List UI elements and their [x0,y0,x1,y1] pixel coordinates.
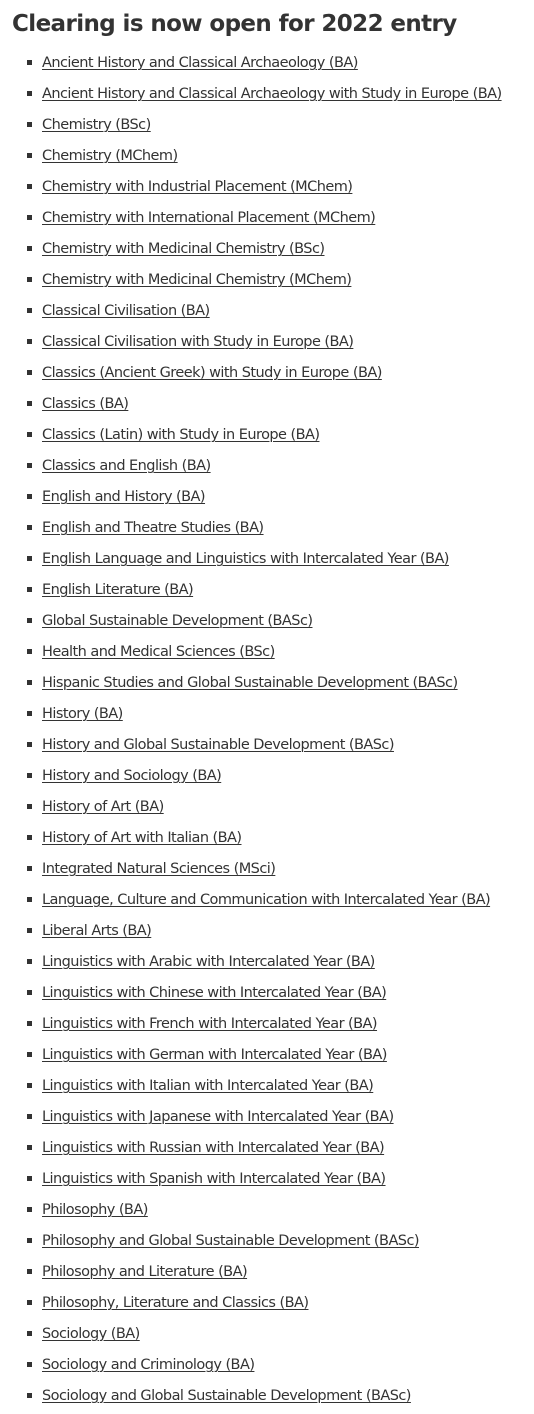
page-title: Clearing is now open for 2022 entry [12,11,457,37]
course-link[interactable]: Philosophy and Global Sustainable Development (BASc) [42,1233,419,1249]
list-item [12,388,534,419]
course-link[interactable]: English Language and Linguistics with Intercalated Year (BA) [42,551,449,567]
list-item [12,140,534,171]
course-link[interactable]: Hispanic Studies and Global Sustainable Development (BASc) [42,675,458,691]
course-link[interactable]: Integrated Natural Sciences (MSci) [42,861,276,877]
list-item [12,915,534,946]
list-item [12,295,534,326]
list-item [12,109,534,140]
course-link[interactable]: Classics (BA) [42,396,129,412]
list-item [12,357,534,388]
list-item [12,1008,534,1039]
list-item [12,171,534,202]
list-item [12,1194,534,1225]
course-link[interactable]: Chemistry with Industrial Placement (MChem) [42,179,353,195]
course-link[interactable]: Linguistics with Italian with Intercalated Year (BA) [42,1078,374,1094]
course-link[interactable]: English Literature (BA) [42,582,194,598]
list-item [12,1287,534,1318]
list-item [12,1039,534,1070]
list-item [12,512,534,543]
list-item [12,1070,534,1101]
course-link[interactable]: Sociology and Global Sustainable Development (BASc) [42,1388,411,1404]
list-item [12,419,534,450]
list-item [12,729,534,760]
list-item [12,1101,534,1132]
course-link[interactable]: Ancient History and Classical Archaeology (BA) [42,55,358,71]
course-list [12,47,534,1411]
course-link[interactable]: Philosophy and Literature (BA) [42,1264,248,1280]
list-item [12,605,534,636]
course-link[interactable]: Ancient History and Classical Archaeology with Study in Europe (BA) [42,86,502,102]
list-item [12,233,534,264]
course-link[interactable]: Linguistics with Spanish with Intercalated Year (BA) [42,1171,386,1187]
list-item [12,574,534,605]
list-item [12,1256,534,1287]
course-link[interactable]: Linguistics with Chinese with Intercalated Year (BA) [42,985,387,1001]
course-link[interactable]: History and Sociology (BA) [42,768,222,784]
course-link[interactable]: Linguistics with French with Intercalated Year (BA) [42,1016,378,1032]
list-item [12,47,534,78]
course-link[interactable]: History of Art with Italian (BA) [42,830,242,846]
course-link[interactable]: Health and Medical Sciences (BSc) [42,644,275,660]
course-link[interactable]: Chemistry (BSc) [42,117,151,133]
list-item [12,1318,534,1349]
list-item [12,1163,534,1194]
list-item [12,1349,534,1380]
course-link[interactable]: English and Theatre Studies (BA) [42,520,264,536]
course-link[interactable]: Global Sustainable Development (BASc) [42,613,313,629]
list-item [12,853,534,884]
course-link[interactable]: Liberal Arts (BA) [42,923,152,939]
list-item [12,698,534,729]
list-item [12,1132,534,1163]
list-item [12,977,534,1008]
course-link[interactable]: Philosophy (BA) [42,1202,148,1218]
course-link[interactable]: Philosophy, Literature and Classics (BA) [42,1295,309,1311]
course-link[interactable]: Language, Culture and Communication with Intercalated Year (BA) [42,892,491,908]
list-item [12,481,534,512]
course-link[interactable]: Linguistics with Japanese with Intercalated Year (BA) [42,1109,394,1125]
course-link[interactable]: Classical Civilisation (BA) [42,303,210,319]
list-item [12,543,534,574]
list-item [12,264,534,295]
list-item [12,202,534,233]
course-link[interactable]: Sociology (BA) [42,1326,140,1342]
course-link[interactable]: Classics (Ancient Greek) with Study in Europe (BA) [42,365,382,381]
course-link[interactable]: Linguistics with Russian with Intercalated Year (BA) [42,1140,385,1156]
list-item [12,1225,534,1256]
course-link[interactable]: Classics (Latin) with Study in Europe (BA) [42,427,320,443]
list-item [12,760,534,791]
list-item [12,946,534,977]
course-link[interactable]: Sociology and Criminology (BA) [42,1357,255,1373]
list-item [12,450,534,481]
course-link[interactable]: Chemistry with Medicinal Chemistry (MChem) [42,272,352,288]
course-link[interactable]: History (BA) [42,706,123,722]
course-link[interactable]: English and History (BA) [42,489,206,505]
course-link[interactable]: Chemistry (MChem) [42,148,178,164]
course-link[interactable]: Linguistics with German with Intercalated Year (BA) [42,1047,387,1063]
list-item [12,1380,534,1411]
course-link[interactable]: Chemistry with International Placement (MChem) [42,210,376,226]
list-item [12,791,534,822]
list-item [12,884,534,915]
course-link[interactable]: Classics and English (BA) [42,458,211,474]
course-link[interactable]: History and Global Sustainable Development (BASc) [42,737,394,753]
course-link[interactable]: Chemistry with Medicinal Chemistry (BSc) [42,241,325,257]
list-item [12,78,534,109]
list-item [12,326,534,357]
list-item [12,636,534,667]
course-link[interactable]: Linguistics with Arabic with Intercalated Year (BA) [42,954,375,970]
course-link[interactable]: History of Art (BA) [42,799,164,815]
list-item [12,822,534,853]
course-link[interactable]: Classical Civilisation with Study in Europe (BA) [42,334,354,350]
list-item [12,667,534,698]
